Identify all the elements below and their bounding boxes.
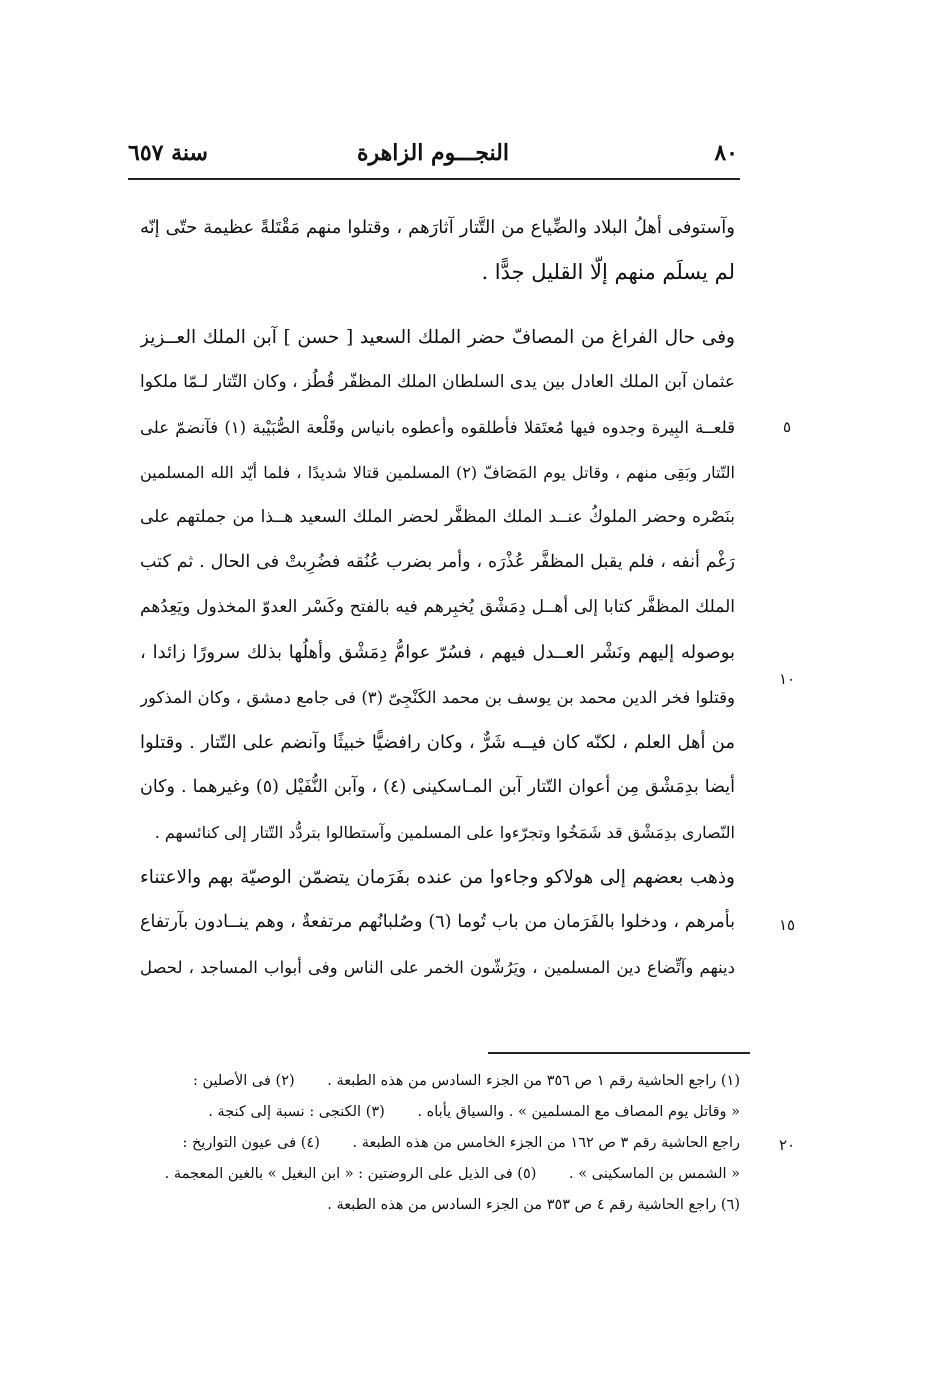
text-line: لم يسلَم منهم إلّا القليل جدًّا .	[481, 260, 735, 284]
text-line: وآستوفى أهلُ البلاد والضِّياع من التَّتار آثارَهم ، وقتلوا منهم مَقْتَلةً عظيمة حتّى إنّه	[140, 217, 735, 238]
header-rule	[128, 178, 740, 180]
footnote-text: « الشمس بن الماسكينى » .	[569, 1166, 740, 1182]
footnote-text: « وقاتل يوم المصاف مع المسلمين » . والسياق يأباه .	[417, 1104, 740, 1120]
text-line: بنَصْره وحضر الملوكُ عنــد الملك المظفَّر لحضر الملك السعيد هــذا من جملتهم على	[140, 507, 735, 527]
text-line: الملك المظفَّر كتابا إلى أهــل دِمَشْق يُخبِرهم فيه بالفتح وكَسْر العدوّ المخذول ويَعِدُهم	[140, 597, 735, 617]
page-number: ٨٠	[714, 140, 738, 166]
footnote-rule	[488, 1052, 750, 1054]
text-line: بوصوله إليهم ونَشْر العــدل فيهم ، فسُرّ عوامُّ دِمَشْق وأهلُها بذلك سرورًا زائدا ،	[140, 642, 735, 663]
year-heading: سنة ٦٥٧	[128, 140, 208, 166]
line-number-5: ٥	[782, 418, 792, 436]
text-line: وذهب بعضهم إلى هولاكو وجاءوا من عنده بفَرَمان يتضمّن الوصيّة بهم والاعتناء	[140, 867, 735, 888]
footnotes	[150, 1066, 740, 1221]
footnote-line	[150, 1190, 740, 1221]
footnote-text: (٢) فى الأصلين :	[192, 1073, 295, 1089]
line-number-15: ١٥	[778, 916, 796, 934]
footnote-line	[150, 1097, 740, 1128]
footnote-text: راجع الحاشية رقم ٣ ص ١٦٢ من الجزء الخامس من هذه الطبعة .	[352, 1135, 740, 1151]
footnote-text: (٥) فى الذيل على الروضتين : « ابن البغيل » بالغين المعجمة .	[164, 1166, 537, 1182]
line-number-10: ١٠	[778, 670, 796, 688]
text-line: النّصارى بدِمَشْق قد شَمَخُوا وتجرّءوا على المسلمين وآستطالوا بتردُّد التّتار إلى كنائسهم .	[154, 823, 735, 842]
text-line: وقتلوا فخر الدين محمد بن يوسف بن محمد الكَنْجِىّ (٣) فى جامع دمشق ، وكان المذكور	[140, 688, 735, 707]
text-line: عثمان آبن الملك العادل بين يدى السلطان الملك المظفّر قُطُز ، وكان التّتار لـمّا ملكوا	[140, 372, 735, 392]
footnote-line	[150, 1066, 740, 1097]
text-line: دينهم وآتِّضاع دين المسلمين ، ويَرُشّون الخمر على الناس وفى أبواب المساجد ، لحصل	[140, 958, 735, 977]
footnote-line	[150, 1159, 740, 1190]
text-line: رَغْم أنفه ، فلم يقبل المظفَّر عُذْرَه ، وأمر بضرب عُنُقه فضُرِبتْ فى الحال . ثم كتب	[140, 552, 735, 572]
text-line: من أهل العلم ، لكنّه كان فيــه شَرٌّ ، وكان رافضيًّا خبيثًا وآنضم على التّتار . وقتلوا	[140, 732, 735, 753]
book-title: النجـــوم الزاهرة	[357, 140, 509, 166]
text-line: التّتار وبَقِى منهم ، وقاتل يوم المَصَافّ (٢) المسلمين قتالا شديدًا ، فلما أيّد الله المسلمين	[140, 463, 735, 482]
footnote-text: (١) راجع الحاشية رقم ١ ص ٣٥٦ من الجزء السادس من هذه الطبعة .	[327, 1073, 740, 1089]
text-line: بأمرهم ، ودخلوا بالفَرَمان من باب تُوما (٦) وصُلبانُهم مرتفعةٌ ، وهم ينــادون بآرتفاع	[140, 912, 735, 932]
text-line: وفى حال الفراغ من المصافّ حضر الملك السعيد [ حسن ] آبن الملك العــزيز	[140, 327, 735, 348]
main-text	[140, 205, 735, 990]
footnote-text: (٤) فى عيون التواريخ :	[182, 1135, 320, 1151]
text-line: قلعــة البِيرة وجدوه فيها مُعتَقلا فأطلقوه وأعطوه بانياس وقَلْعة الصُّبَيْبة (١) فآنضمّ على	[140, 418, 735, 437]
line-number-20: ٢٠	[778, 1136, 796, 1154]
footnote-text: (٣) الكنجى : نسبة إلى كنجة .	[208, 1104, 385, 1120]
footnote-line	[150, 1128, 740, 1159]
footnote-text: (٦) راجع الحاشية رقم ٤ ص ٣٥٣ من الجزء السادس من هذه الطبعة .	[327, 1197, 740, 1213]
text-line: أيضا بدِمَشْق مِن أعوان التّتار آبن المـاسكينى (٤) ، وآبن النُّفَيْل (٥) وغيرهما . وكان	[140, 777, 735, 797]
running-header	[128, 140, 738, 176]
